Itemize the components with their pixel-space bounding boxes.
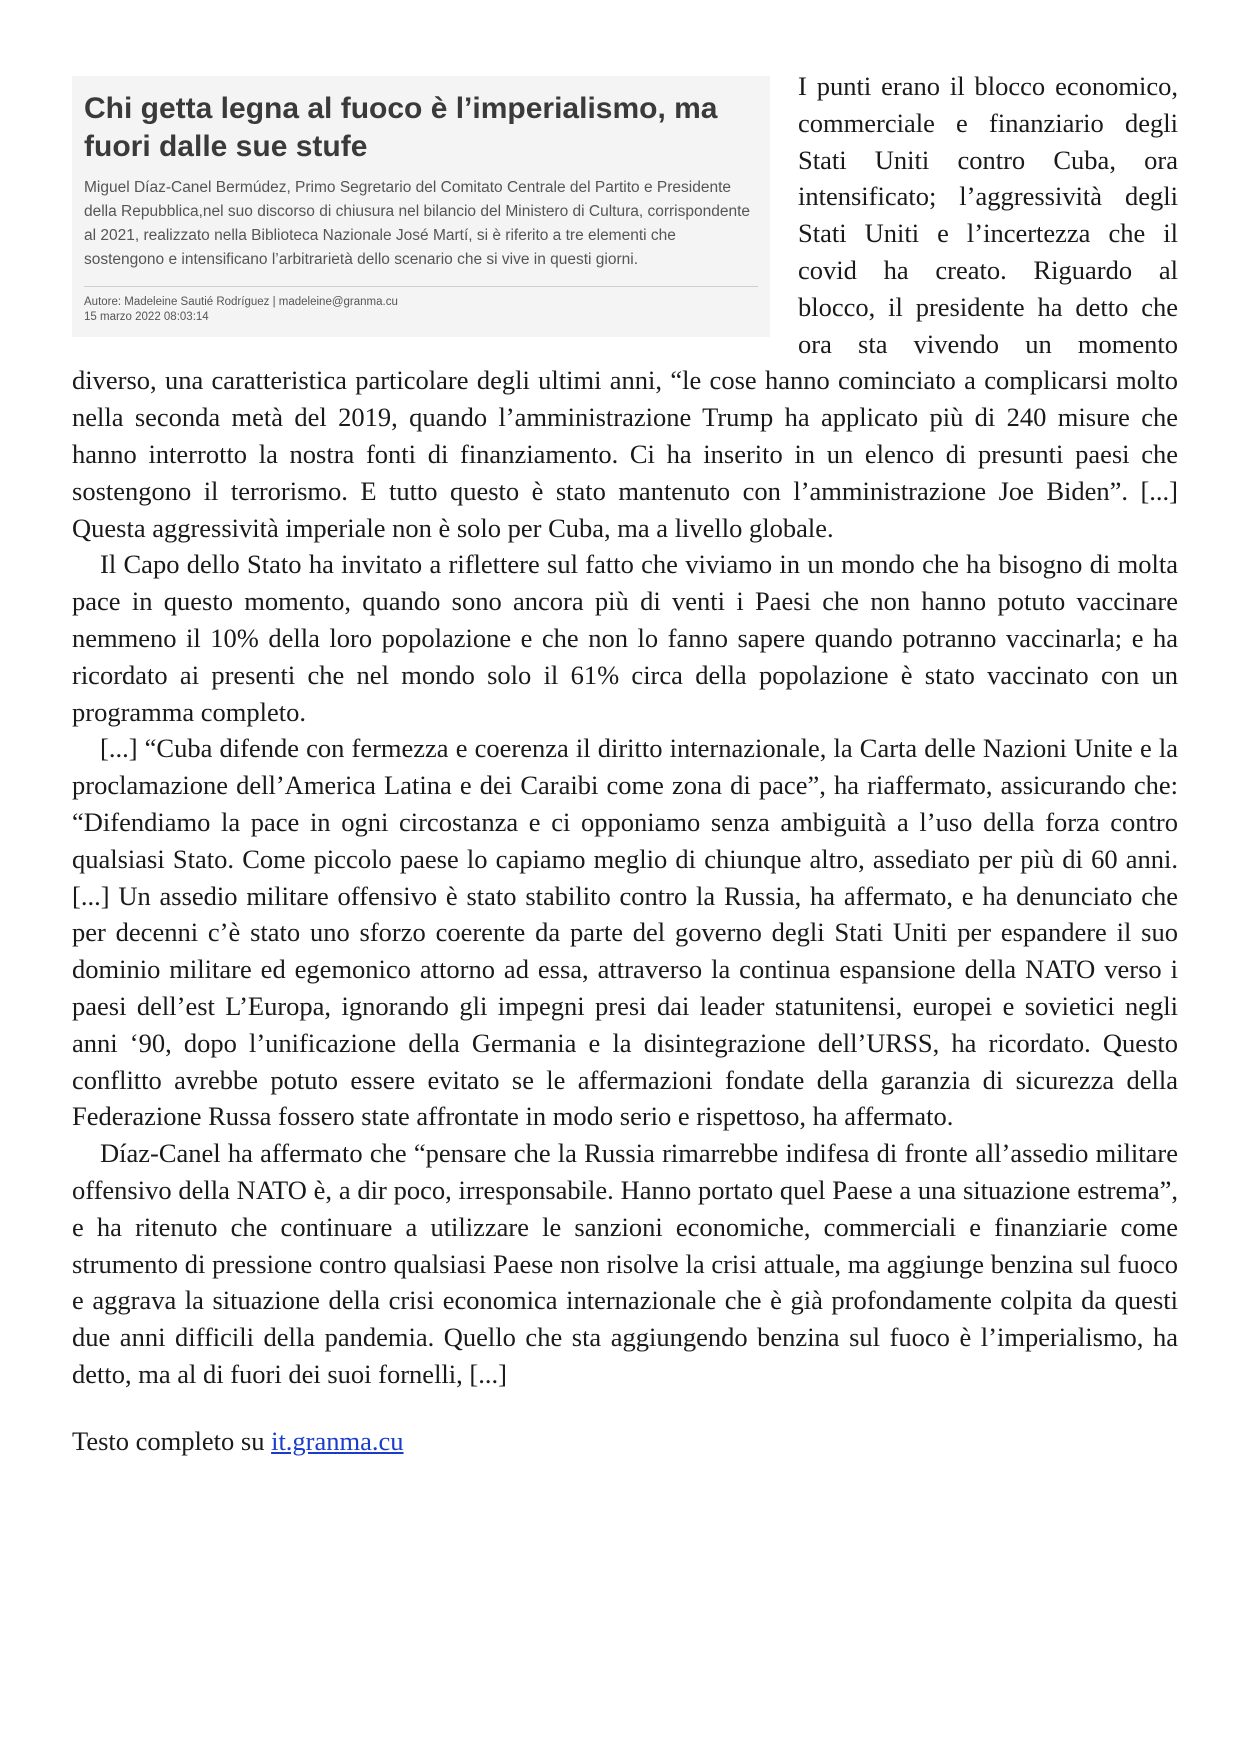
clipping-author: Autore: Madeleine Sautié Rodríguez | madeleine@granma.cu [84, 296, 398, 308]
clipping-summary: Miguel Díaz-Canel Bermúdez, Primo Segretario del Comitato Centrale del Partito e Presidente della Repubblica,nel suo discorso di chiusura nel bilancio del Ministero di Cultura, corrispondente al 2021, realizzato nella Biblioteca Nazionale José Martí, si è riferito a tre elementi che sostengono e intensificano l’arbitrarietà dello scenario che si vive in questi giorni. [84, 179, 751, 268]
source-link[interactable]: it.granma.cu [271, 1425, 404, 1456]
clipping-headline: Chi getta legna al fuoco è l’imperialismo, ma fuori dalle sue stufe [84, 92, 718, 163]
clipping-divider [84, 286, 758, 287]
article-paragraph: Il Capo dello Stato ha invitato a riflettere sul fatto che viviamo in un mondo che ha bisogno di molta pace in questo momento, quando sono ancora più di venti i Paesi che non hanno potuto vaccinare nemmeno il 10% della loro popolazione e che non lo fanno sapere quando potranno vaccinarla; e ha ricordato ai presenti che nel mondo solo il 61% circa della popolazione è stato vaccinato con un programma completo. [72, 549, 1178, 727]
article-paragraph: [...] “Cuba difende con fermezza e coerenza il diritto internazionale, la Carta delle Nazioni Unite e la proclamazione dell’America Latina e dei Caraibi come zona di pace”, ha riaffermato, assicurando che: “Difendiamo la pace in ogni circostanza e ci opponiamo senza ambiguità a l’uso della forza contro qualsiasi Stato. Come piccolo paese lo capiamo meglio di chiunque altro, assediato per più di 60 anni. [...] Un assedio militare offensivo è stato stabilito contro la Russia, ha affermato, e ha denunciato che per decenni c’è stato uno sforzo coerente da parte del governo degli Stati Uniti per espandere il suo dominio militare ed egemonico attorno ad essa, attraverso la continua espansione della NATO verso i paesi dell’est L’Europa, ignorando gli impegni presi dai leader statunitensi, europei e sovietici negli anni ‘90, dopo l’unificazione della Germania e la disintegrazione dell’URSS, ha ricordato. Questo conflitto avrebbe potuto essere evitato se le affermazioni fondate della garanzia di sicurezza della Federazione Russa fossero state affrontate in modo serio e rispettoso, ha affermato. [72, 733, 1178, 1132]
article-paragraph: I punti erano il blocco economico, commerciale e finanziario degli Stati Uniti contro Cuba, ora intensificato; l’aggressività degli Stati Uniti e l’incertezza che il covid ha creato. Riguardo al blocco, il presidente ha detto che ora sta vivendo un momento diverso, una caratteristica particolare degli ultimi anni, “le cose hanno cominciato a complicarsi molto nella seconda metà del 2019, quando l’amministrazione Trump ha applicato più di 240 misure che hanno interrotto la nostra fonti di finanziamento. Ci ha inserito in un elenco di presunti paesi che sostengono il terrorismo. E tutto questo è stato mantenuto con l’amministrazione Joe Biden”. [...] Questa aggressività imperiale non è solo per Cuba, ma a livello globale. [72, 71, 1178, 543]
document-page [72, 68, 1178, 1459]
clipping-date: 15 marzo 2022 08:03:14 [84, 311, 209, 323]
news-clipping [72, 76, 770, 337]
article-paragraph: Díaz-Canel ha affermato che “pensare che la Russia rimarrebbe indifesa di fronte all’assedio militare offensivo della NATO è, a dir poco, irresponsabile. Hanno portato quel Paese a una situazione estrema”, e ha ritenuto che continuare a utilizzare le sanzioni economiche, commerciali e finanziarie come strumento di pressione contro qualsiasi Paese non risolve la crisi attuale, ma aggiunge benzina sul fuoco e aggrava la situazione della crisi economica internazionale che è già profondamente colpita da questi due anni difficili della pandemia. Quello che sta aggiungendo benzina sul fuoco è l’imperialismo, ha detto, ma al di fuori dei suoi fornelli, [...] [72, 1138, 1178, 1389]
source-prefix: Testo completo su [72, 1425, 272, 1456]
source-line [72, 1423, 1178, 1459]
